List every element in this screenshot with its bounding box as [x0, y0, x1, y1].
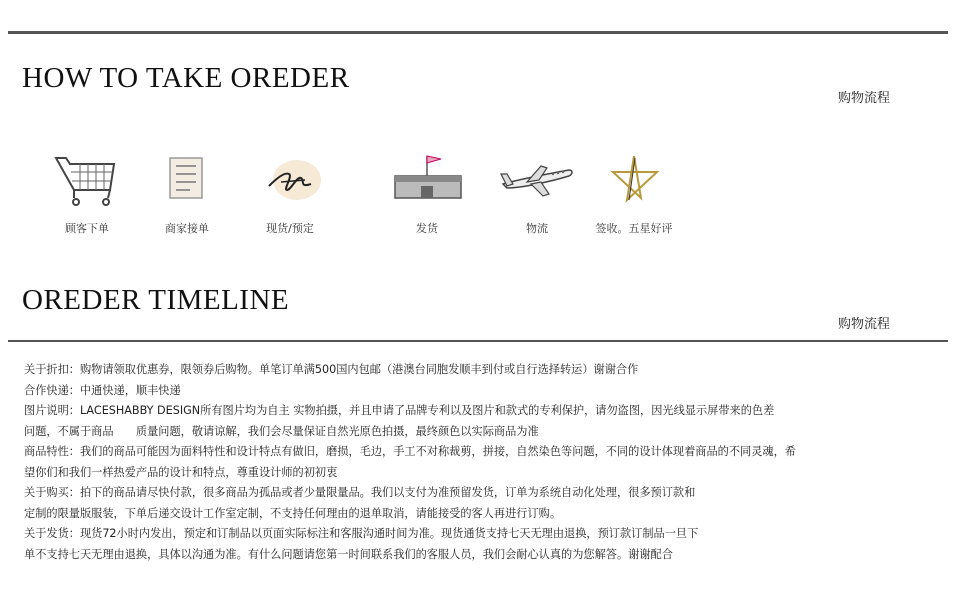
step-label: 发货: [416, 222, 438, 235]
note-line: 单不支持七天无理由退换，具体以沟通为准。有什么问题请您第一时间联系我们的客服人员，我们会耐心认真的为您解答。谢谢配合: [24, 547, 673, 561]
note-line: 关于折扣：购物请领取优惠券，限领券后购物。单笔订单满500国内包邮（港澳台同胞发顺丰到付或自行选择转运）谢谢合作: [24, 363, 639, 376]
step-merchant-accept: [132, 150, 242, 235]
step-customer-order: [32, 150, 142, 235]
step-label: 顾客下单: [65, 222, 109, 235]
section-title-how-to-order: HOW TO TAKE OREDER: [22, 62, 350, 94]
section-title-order-timeline: OREDER TIMELINE: [22, 284, 290, 316]
step-shipping: [372, 150, 482, 235]
note-line: 合作快递：中通快递，顺丰快递: [24, 383, 181, 397]
step-logistics: [482, 150, 592, 235]
signature-icon: [255, 150, 325, 210]
step-label: 物流: [526, 222, 548, 235]
notes-block: [24, 360, 924, 565]
star-icon: [599, 150, 669, 210]
step-label: 签收。五星好评: [595, 222, 673, 235]
note-line: 关于购买：拍下的商品请尽快付款，很多商品为孤品或者少量限量品。我们以支付为准预留发货，订单为系统自动化处理，很多预订款和: [24, 486, 696, 499]
step-label: 现货/预定: [266, 222, 314, 235]
note-line: 商品特性：我们的商品可能因为面料特性和设计特点有做旧，磨损，毛边，手工不对称裁剪，拼接，自然染色等问题，不同的设计体现着商品的不同灵魂，希: [24, 445, 796, 458]
shopping-cart-icon: [52, 150, 122, 210]
airplane-icon: [497, 150, 577, 210]
step-receive-review: [579, 150, 689, 235]
step-stock-preorder: [235, 150, 345, 235]
note-line: 问题，不属于商品 质量问题，敬请谅解，我们会尽量保证自然光原色拍摄，最终颜色以实际商品为准: [24, 424, 539, 438]
note-line: 定制的限量版服装，下单后递交设计工作室定制，不支持任何理由的退单取消，请能接受的客人再进行订购。: [24, 506, 562, 520]
order-list-icon: [152, 150, 222, 210]
timeline-divider: [8, 340, 948, 342]
warehouse-icon: [387, 150, 467, 210]
section-subtitle-shopping-process: 购物流程: [838, 91, 891, 106]
section-subtitle-shopping-process: 购物流程: [838, 317, 891, 332]
note-line: 望你们和我们一样热爱产品的设计和特点，尊重设计师的初初衷: [24, 465, 338, 479]
note-line: 关于发货：现货72小时内发出，预定和订制品以页面实际标注和客服沟通时间为准。现货通货支持七天无理由退换，预订款订制品一旦下: [24, 527, 699, 540]
top-divider: [8, 31, 948, 34]
step-label: 商家接单: [165, 222, 209, 235]
note-line: 图片说明：LACESHABBY DESIGN所有图片均为自主 实物拍摄，并且申请了品牌专利以及图片和款式的专利保护，请勿盗图，因光线显示屏带来的色差: [24, 404, 775, 417]
